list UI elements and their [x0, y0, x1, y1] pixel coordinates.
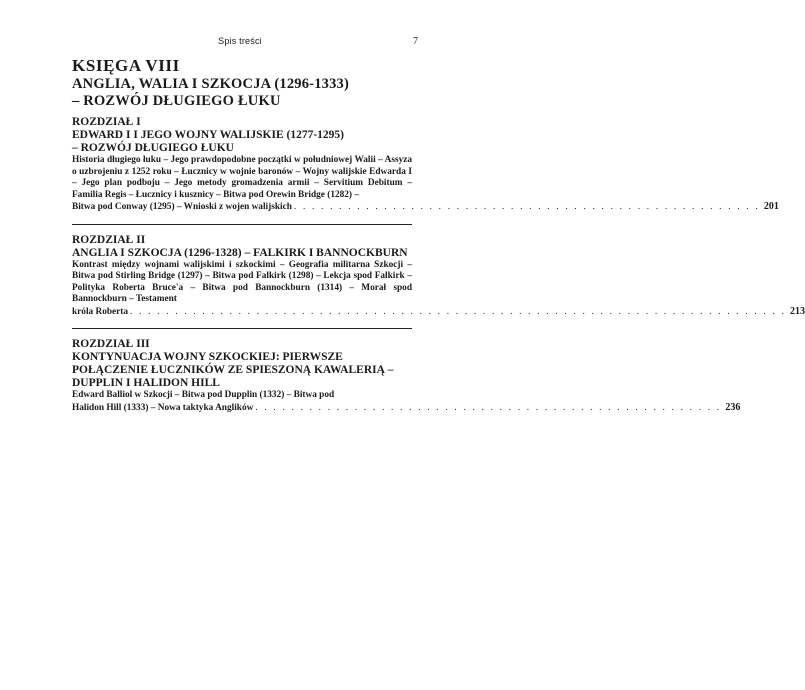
chapter-summary: Edward Balliol w Szkocji – Bitwa pod Dupplin (1332) – Bitwa pod — [72, 390, 335, 400]
chapter-label: ROZDZIAŁ III — [72, 338, 150, 350]
chapter-title-line: ANGLIA I SZKOCJA (1296-1328) – FALKIRK I BANNOCKBURN — [72, 246, 408, 259]
running-head — [0, 36, 480, 50]
toc-entry-line[interactable] — [72, 201, 779, 214]
toc-chapter-1 — [72, 116, 779, 214]
chapter-title-line: KONTYNUACJA WOJNY SZKOCKIEJ: PIERWSZE POŁĄCZENIE ŁUCZNIKÓW ZE SPIESZONĄ KAWALERIĄ – DUPPLIN I HALIDON HILL — [72, 351, 394, 389]
chapter-title-line: – ROZWÓJ DŁUGIEGO ŁUKU — [72, 142, 234, 154]
toc-entry-line[interactable] — [72, 401, 741, 415]
dot-leader: . . . . . . . . . . . . . . . . . . . . . . . . . . . . . . . . . . . . . . . . . . . . . . . . . . . . — [255, 402, 722, 413]
book-title-line-1: ANGLIA, WALIA I SZKOCJA (1296-1333) — [72, 76, 350, 92]
chapter-summary: Historia długiego łuku – Jego prawdopodobne początki w południowej Walii – Assyza o uzbrojeniu z 1252 roku – Łucznicy w wojnie baronów – Wojny walijskie Edwarda I – Jego plan podboju – Jego metody gromadzenia armii – Servitium Debitum – Familia Regis – Łucznicy i kusznicy – Bitwa pod Orewin Bridge (1282) – — [72, 155, 412, 200]
book-label: KSIĘGA VIII — [72, 56, 180, 75]
dot-leader: . . . . . . . . . . . . . . . . . . . . . . . . . . . . . . . . . . . . . . . . . . . . . . . . . . . . — [293, 202, 760, 212]
running-head-title: Spis treści — [218, 36, 262, 46]
toc-chapter-3 — [72, 338, 741, 414]
toc-entry-text: Bitwa pod Conway (1295) – Wnioski z wojen walijskich — [72, 202, 292, 212]
toc-page-number: 236 — [725, 401, 741, 413]
book-title-line-2: – ROZWÓJ DŁUGIEGO ŁUKU — [72, 93, 281, 109]
toc-entry-text: króla Roberta — [72, 306, 129, 317]
section-divider — [72, 224, 412, 225]
toc-entry-text: Halidon Hill (1333) – Nowa taktyka Anglików — [72, 402, 254, 413]
chapter-summary: Kontrast między wojnami walijskimi i szkockimi – Geografia militarna Szkocji – Bitwa pod Stirling Bridge (1297) – Bitwa pod Falkirk (1298) – Lekcja spod Falkirk – Polityka Roberta Bruce'a – Bitwa pod Bannockburn (1314) – Morał spod Bannockburn – Testament — [72, 259, 412, 304]
toc-chapter-2 — [72, 233, 805, 319]
book-heading — [72, 56, 412, 110]
chapter-label: ROZDZIAŁ I — [72, 116, 141, 128]
table-of-contents — [72, 116, 805, 424]
section-divider — [72, 328, 412, 329]
chapter-title-line: EDWARD I I JEGO WOJNY WALIJSKIE (1277-1295) — [72, 129, 344, 141]
page-number: 7 — [413, 36, 418, 47]
chapter-label: ROZDZIAŁ II — [72, 233, 146, 246]
dot-leader: . . . . . . . . . . . . . . . . . . . . . . . . . . . . . . . . . . . . . . . . . . . . . . . . . . . . . . . . . . . . . . . . . . . . . . . . . — [130, 306, 787, 317]
toc-entry-line[interactable] — [72, 305, 805, 319]
toc-page-number: 201 — [763, 201, 779, 212]
toc-page-number: 213 — [790, 305, 805, 317]
